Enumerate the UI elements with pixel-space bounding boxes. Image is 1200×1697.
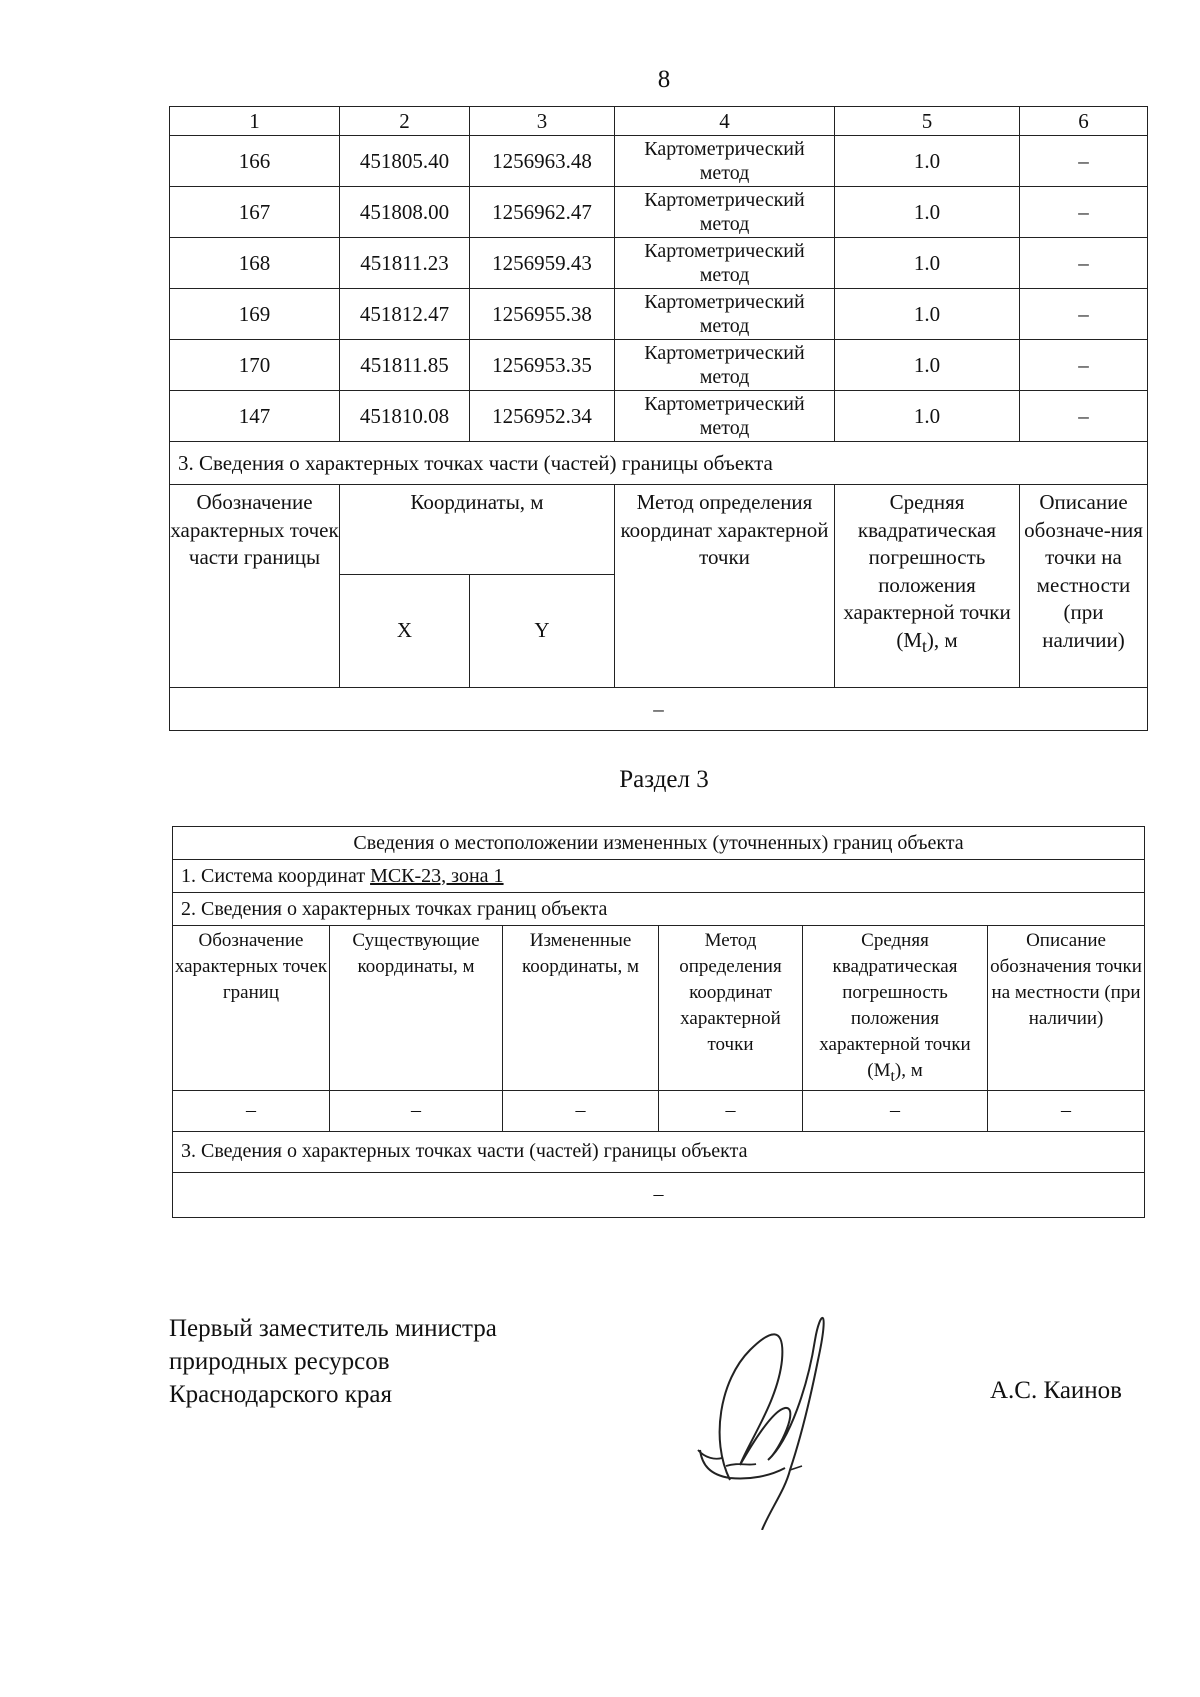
changed-boundaries-table <box>172 826 1145 1218</box>
method-cell <box>615 238 835 289</box>
dash-cell: – <box>988 1090 1145 1131</box>
method-line: Картометрический <box>644 138 805 160</box>
description: – <box>1020 238 1148 289</box>
dash-cell: – <box>503 1090 659 1131</box>
column-number-row <box>170 107 1148 136</box>
col-number: 3 <box>470 107 615 136</box>
col-number: 5 <box>835 107 1020 136</box>
empty-value: – <box>170 688 1148 731</box>
coord-y: 1256962.47 <box>470 187 615 238</box>
signatory-title <box>169 1312 497 1411</box>
table-row <box>170 340 1148 391</box>
dash-cell: – <box>659 1090 803 1131</box>
method-line: метод <box>699 315 750 337</box>
coord-y: 1256963.48 <box>470 136 615 187</box>
method-line: Картометрический <box>644 393 805 415</box>
header-accuracy-sub: t <box>890 1067 895 1085</box>
signatory-title-line: Краснодарского края <box>169 1381 392 1408</box>
page-number: 8 <box>657 66 671 93</box>
method-line: метод <box>699 264 750 286</box>
accuracy: 1.0 <box>835 136 1020 187</box>
header-existing: Существующие координаты, м <box>330 926 503 1091</box>
header-accuracy-sub: t <box>922 635 927 656</box>
dash-cell: – <box>803 1090 988 1131</box>
col-number: 2 <box>340 107 470 136</box>
header-accuracy-text: Средняя квадратическая погрешность положения характерной точки (M <box>819 930 971 1081</box>
header-description: Описание обозначе-ния точки на местности (при наличии) <box>1020 485 1148 688</box>
header-accuracy-end: ), м <box>894 1060 923 1081</box>
table-title: Сведения о местоположении измененных (уточненных) границ объекта <box>173 827 1145 860</box>
description: – <box>1020 187 1148 238</box>
coord-x: 451805.40 <box>340 136 470 187</box>
point-id: 166 <box>170 136 340 187</box>
method-line: Картометрический <box>644 342 805 364</box>
section-heading: 3. Сведения о характерных точках части (частей) границы объекта <box>170 442 1148 485</box>
coord-y: 1256953.35 <box>470 340 615 391</box>
title-row <box>173 827 1145 860</box>
description: – <box>1020 391 1148 442</box>
col-number: 4 <box>615 107 835 136</box>
signatory-name: А.С. Каинов <box>990 1377 1122 1404</box>
accuracy: 1.0 <box>835 187 1020 238</box>
accuracy: 1.0 <box>835 340 1020 391</box>
coord-y: 1256952.34 <box>470 391 615 442</box>
parts-title-row <box>173 1131 1145 1172</box>
handwritten-signature <box>690 1290 910 1530</box>
method-line: Картометрический <box>644 240 805 262</box>
points-title-row <box>173 893 1145 926</box>
coord-x: 451811.23 <box>340 238 470 289</box>
coord-system-label: 1. Система координат <box>181 864 371 887</box>
header-designation: Обозначение характерных точек границ <box>173 926 330 1091</box>
method-cell <box>615 391 835 442</box>
accuracy: 1.0 <box>835 289 1020 340</box>
empty-row <box>170 688 1148 731</box>
dash-cell: – <box>173 1090 330 1131</box>
header-accuracy-text: Средняя квадратическая погрешность положения характерной точки (M <box>843 490 1011 652</box>
coord-x: 451811.85 <box>340 340 470 391</box>
section-title: Раздел 3 <box>619 766 709 793</box>
point-id: 167 <box>170 187 340 238</box>
method-line: метод <box>699 213 750 235</box>
point-id: 170 <box>170 340 340 391</box>
method-line: Картометрический <box>644 189 805 211</box>
method-line: Картометрический <box>644 291 805 313</box>
coord-system <box>173 860 1145 893</box>
coord-y: 1256959.43 <box>470 238 615 289</box>
empty-value: – <box>173 1172 1145 1217</box>
coord-system-row <box>173 860 1145 893</box>
description: – <box>1020 340 1148 391</box>
header-accuracy-end: ), м <box>926 627 958 652</box>
coord-system-value: МСК-23, зона 1 <box>370 864 504 887</box>
header-accuracy <box>835 485 1020 688</box>
description: – <box>1020 136 1148 187</box>
header-designation: Обозначение характерных точек части границы <box>170 485 340 688</box>
section-row <box>170 442 1148 485</box>
header-row <box>173 926 1145 1091</box>
method-cell <box>615 136 835 187</box>
coord-x: 451808.00 <box>340 187 470 238</box>
table-row <box>170 289 1148 340</box>
method-line: метод <box>699 162 750 184</box>
point-id: 147 <box>170 391 340 442</box>
point-id: 168 <box>170 238 340 289</box>
points-title: 2. Сведения о характерных точках границ объекта <box>173 893 1145 926</box>
method-cell <box>615 187 835 238</box>
header-method: Метод определения координат характерной точки <box>615 485 835 688</box>
table-row <box>170 238 1148 289</box>
header-description: Описание обозначения точки на местности (при наличии) <box>988 926 1145 1091</box>
header-row <box>170 485 1148 575</box>
point-id: 169 <box>170 289 340 340</box>
signatory-title-line: природных ресурсов <box>169 1348 390 1375</box>
header-changed: Измененные координаты, м <box>503 926 659 1091</box>
empty-row <box>173 1172 1145 1217</box>
coord-x: 451812.47 <box>340 289 470 340</box>
coord-x: 451810.08 <box>340 391 470 442</box>
coordinates-table <box>169 106 1148 731</box>
header-x: X <box>340 575 470 688</box>
signatory-title-line: Первый заместитель министра <box>169 1315 497 1342</box>
col-number: 1 <box>170 107 340 136</box>
table-row <box>173 1090 1145 1131</box>
header-method: Метод определения координат характерной точки <box>659 926 803 1091</box>
col-number: 6 <box>1020 107 1148 136</box>
table-row <box>170 391 1148 442</box>
table-row <box>170 187 1148 238</box>
dash-cell: – <box>330 1090 503 1131</box>
table-row <box>170 136 1148 187</box>
description: – <box>1020 289 1148 340</box>
method-cell <box>615 289 835 340</box>
accuracy: 1.0 <box>835 391 1020 442</box>
parts-title: 3. Сведения о характерных точках части (частей) границы объекта <box>173 1131 1145 1172</box>
coord-y: 1256955.38 <box>470 289 615 340</box>
header-y: Y <box>470 575 615 688</box>
method-line: метод <box>699 366 750 388</box>
accuracy: 1.0 <box>835 238 1020 289</box>
method-cell <box>615 340 835 391</box>
header-coordinates: Координаты, м <box>340 485 615 575</box>
header-accuracy <box>803 926 988 1091</box>
method-line: метод <box>699 417 750 439</box>
